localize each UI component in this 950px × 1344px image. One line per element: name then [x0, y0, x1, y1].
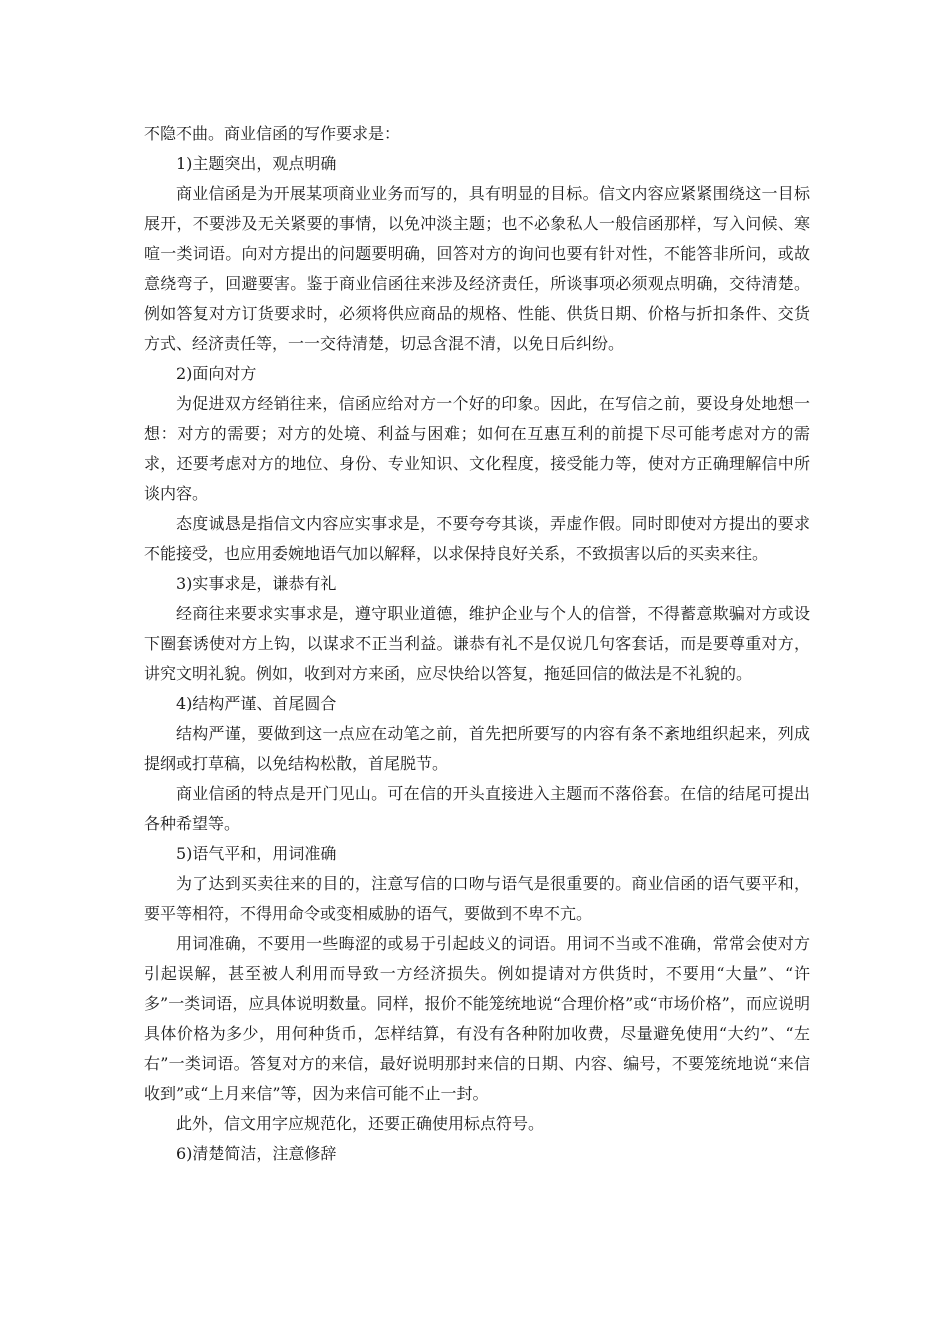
body-paragraph: 商业信函的特点是开门见山。可在信的开头直接进入主题而不落俗套。在信的结尾可提出各种希望等。: [144, 784, 810, 833]
body-paragraph: 经商往来要求实事求是，遵守职业道德，维护企业与个人的信誉，不得蓄意欺骗对方或设下圈套诱使对方上钩，以谋求不正当利益。谦恭有礼不是仅说几句客套话，而是要尊重对方，讲究文明礼貌。例如，收到对方来函，应尽快给以答复，拖延回信的做法是不礼貌的。: [144, 604, 810, 683]
body-paragraph: 用词准确，不要用一些晦涩的或易于引起歧义的词语。用词不当或不准确，常常会使对方引起误解，甚至被人利用而导致一方经济损失。例如提请对方供货时，不要用“大量”、“许多”一类词语，应具体说明数量。同样，报价不能笼统地说“合理价格”或“市场价格”，而应说明具体价格为多少，用何种货币，怎样结算，有没有各种附加收费，尽量避免使用“大约”、“左右”一类词语。答复对方的来信，最好说明那封来信的日期、内容、编号，不要笼统地说“来信收到”或“上月来信”等，因为来信可能不止一封。: [144, 934, 810, 1103]
section-heading-4: 4)结构严谨、首尾圆合: [176, 694, 337, 713]
document-page: [144, 119, 810, 1169]
section-heading-2: 2)面向对方: [176, 364, 257, 383]
section-heading-3: 3)实事求是，谦恭有礼: [176, 574, 337, 593]
body-paragraph: 态度诚恳是指信文内容应实事求是，不要夸夸其谈，弄虚作假。同时即使对方提出的要求不能接受，也应用委婉地语气加以解释，以求保持良好关系，不致损害以后的买卖来往。: [144, 514, 810, 563]
body-paragraph: 结构严谨，要做到这一点应在动笔之前，首先把所要写的内容有条不紊地组织起来，列成提纲或打草稿，以免结构松散，首尾脱节。: [144, 724, 810, 773]
body-paragraph: 为了达到买卖往来的目的，注意写信的口吻与语气是很重要的。商业信函的语气要平和，要平等相符，不得用命令或变相威胁的语气，要做到不卑不亢。: [144, 874, 810, 923]
section-heading-6: 6)清楚简洁，注意修辞: [176, 1144, 337, 1163]
body-paragraph: 商业信函是为开展某项商业业务而写的，具有明显的目标。信文内容应紧紧围绕这一目标展开，不要涉及无关紧要的事情，以免冲淡主题；也不必象私人一般信函那样，写入问候、寒喧一类词语。向对方提出的问题要明确，回答对方的询问也要有针对性，不能答非所问，或故意绕弯子，回避要害。鉴于商业信函往来涉及经济责任，所谈事项必须观点明确，交待清楚。例如答复对方订货要求时，必须将供应商品的规格、性能、供货日期、价格与折扣条件、交货方式、经济责任等，一一交待清楚，切忌含混不清，以免日后纠纷。: [144, 184, 810, 353]
section-heading-5: 5)语气平和，用词准确: [176, 844, 337, 863]
paragraph-intro: 不隐不曲。商业信函的写作要求是：: [144, 124, 401, 143]
body-paragraph: 为促进双方经销往来，信函应给对方一个好的印象。因此，在写信之前，要设身处地想一想：对方的需要；对方的处境、利益与困难；如何在互惠互利的前提下尽可能考虑对方的需求，还要考虑对方的地位、身份、专业知识、文化程度，接受能力等，使对方正确理解信中所谈内容。: [144, 394, 810, 503]
body-paragraph: 此外，信文用字应规范化，还要正确使用标点符号。: [176, 1114, 545, 1133]
section-heading-1: 1)主题突出，观点明确: [176, 154, 337, 173]
